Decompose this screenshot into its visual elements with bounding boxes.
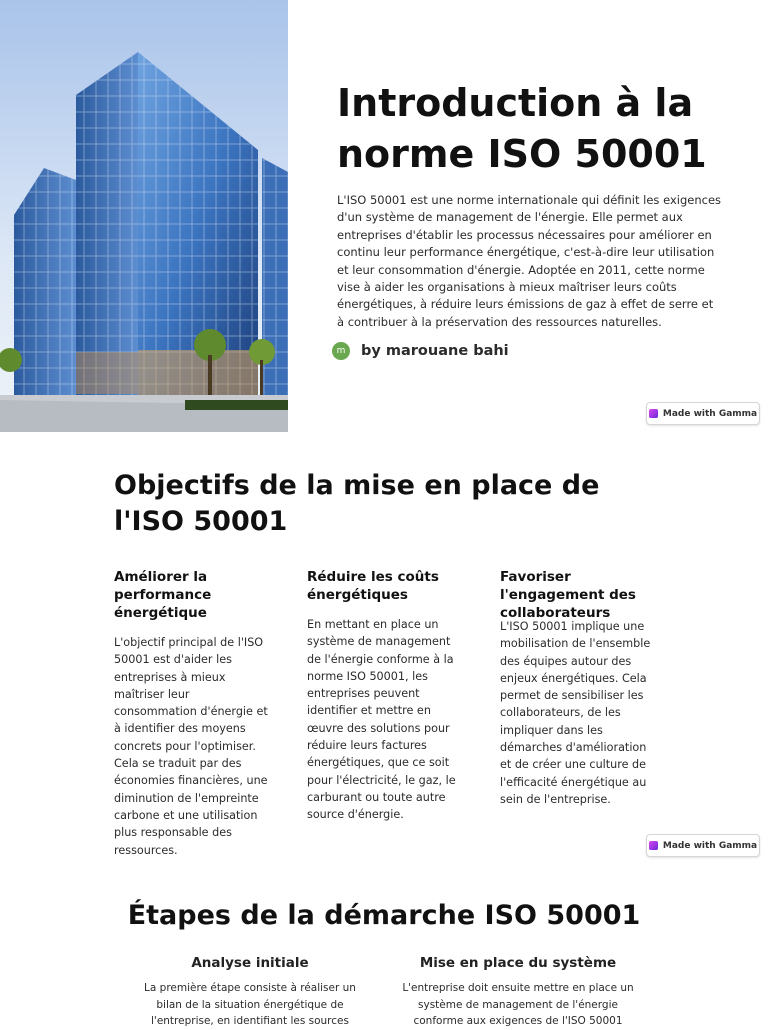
step-heading: Mise en place du système — [419, 955, 617, 971]
building-photo-icon — [0, 0, 288, 432]
step-text: L'entreprise doit ensuite mettre en place un système de management de l'énergie conforme aux exigences de l'ISO 50001 — [402, 982, 634, 1027]
made-with-gamma-button[interactable] — [646, 834, 760, 857]
author-name: by marouane bahi — [361, 343, 509, 359]
step-item — [402, 954, 634, 1030]
objective-heading: Favoriser l'engagement des collaborateurs — [500, 569, 636, 621]
gamma-logo-icon — [649, 409, 658, 418]
objective-text: En mettant en place un système de management de l'énergie conforme à la norme ISO 50001, les entreprises peuvent identifier et mettre en œuvre des solutions pour réduire leurs factures énergétiques, que ce soit pour l'électricité, le gaz, le carburant ou toute autre source d'énergie. — [307, 618, 456, 822]
objective-text: L'ISO 50001 implique une mobilisation de l'ensemble des équipes autour des enjeux énergétiques. Cela permet de sensibiliser les collaborateurs, de les impliquer dans les démarches d'amélioration et de créer une culture de l'efficacité énergétique au sein de l'entreprise. — [500, 620, 651, 806]
objective-heading: Améliorer la performance énergétique — [114, 569, 212, 621]
step-item — [134, 954, 366, 1030]
badge-label: Made with Gamma — [662, 840, 758, 851]
gamma-logo-icon — [649, 841, 658, 850]
objective-column — [114, 568, 272, 859]
objective-column — [307, 568, 465, 824]
objective-text: L'objectif principal de l'ISO 50001 est d'aider les entreprises à mieux maîtriser leur consommation d'énergie et à identifier des moyens concrets pour l'optimiser. Cela se traduit par des économies financières, une diminution de l'empreinte carbone et une utilisation plus responsable des ressources. — [114, 636, 268, 857]
badge-label: Made with Gamma — [662, 408, 758, 419]
page-title: Introduction à la norme ISO 50001 — [337, 81, 707, 176]
objective-heading: Réduire les coûts énergétiques — [307, 569, 439, 603]
author-line — [332, 342, 509, 360]
objective-column — [500, 568, 658, 808]
objectives-title: Objectifs de la mise en place de l'ISO 50001 — [114, 470, 600, 537]
avatar: m — [332, 342, 350, 360]
steps-title: Étapes de la démarche ISO 50001 — [127, 900, 641, 931]
intro-description: L'ISO 50001 est une norme internationale qui définit les exigences d'un système de management de l'énergie. Elle permet aux entreprises d'établir les processus nécessaires pour améliorer en continu leur performance énergétique, c'est-à-dire leur utilisation et leur consommation d'énergie. Adoptée en 2011, cette norme vise à aider les organisations à mieux maîtriser leurs coûts énergétiques, à réduire leurs émissions de gaz à effet de serre et à contribuer à la préservation des ressources naturelles. — [337, 193, 722, 329]
slide-introduction — [0, 0, 768, 432]
step-text: La première étape consiste à réaliser un bilan de la situation énergétique de l'entreprise, en identifiant les sources — [144, 982, 356, 1027]
made-with-gamma-button[interactable] — [646, 402, 760, 425]
step-heading: Analyse initiale — [191, 955, 309, 971]
